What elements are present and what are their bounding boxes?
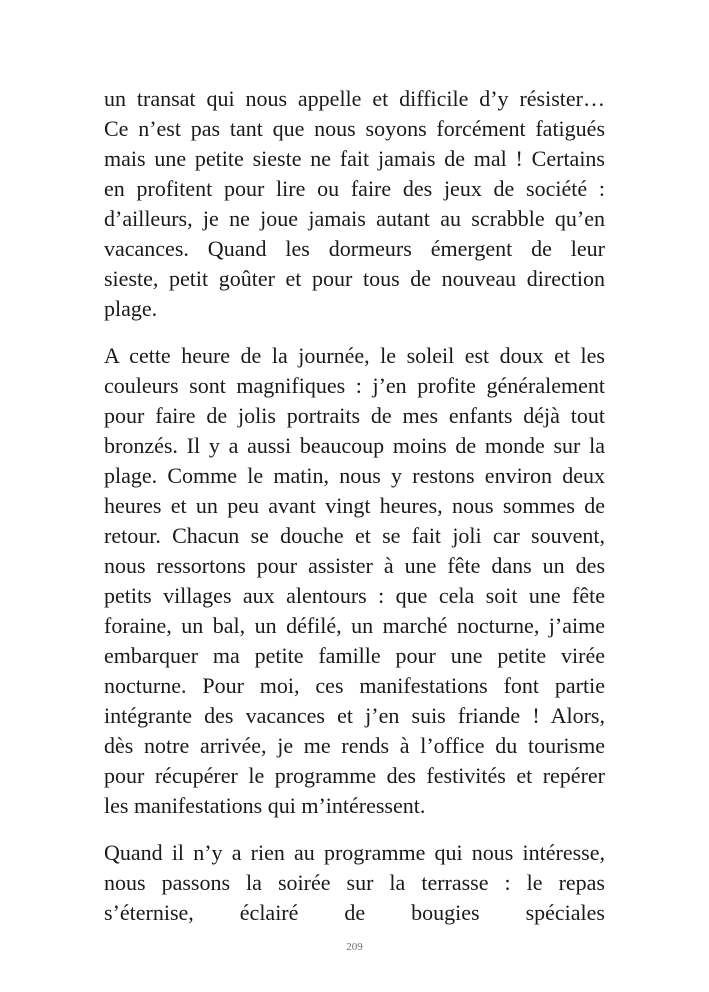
text-line: bronzés. Il y a aussi beaucoup moins de monde sur la [104, 433, 605, 458]
page-number: 209 [346, 941, 363, 953]
text-line: mais une petite sieste ne fait jamais de mal ! Certains [104, 146, 605, 171]
text-line: couleurs sont magnifiques : j’en profite généralement [104, 373, 605, 398]
text-line: plage. Comme le matin, nous y restons environ deux [104, 463, 605, 488]
text-line: heures et un peu avant vingt heures, nous sommes de [104, 493, 605, 518]
text-line: A cette heure de la journée, le soleil est doux et les [104, 343, 605, 368]
text-line: plage. [104, 296, 158, 321]
text-line: pour récupérer le programme des festivités et repérer [104, 763, 605, 788]
text-line: s’éternise, éclairé de bougies spéciales [104, 900, 605, 925]
text-line: nous ressortons pour assister à une fête dans un des [104, 553, 605, 578]
paragraph-spacer [104, 324, 605, 341]
text-line: les manifestations qui m’intéressent. [104, 793, 426, 818]
text-line: un transat qui nous appelle et difficile d’y résister… [104, 86, 605, 111]
paragraph-3 [104, 838, 605, 928]
text-line: dès notre arrivée, je me rends à l’office du tourisme [104, 733, 605, 758]
text-line: embarquer ma petite famille pour une petite virée [104, 643, 605, 668]
text-line: nocturne. Pour moi, ces manifestations font partie [104, 673, 605, 698]
body-text [104, 84, 605, 928]
paragraph-1 [104, 84, 605, 324]
text-line: nous passons la soirée sur la terrasse : le repas [104, 870, 605, 895]
text-line: foraine, un bal, un défilé, un marché nocturne, j’aime [104, 613, 605, 638]
text-line: d’ailleurs, je ne joue jamais autant au scrabble qu’en [104, 206, 605, 231]
text-line: intégrante des vacances et j’en suis friande ! Alors, [104, 703, 605, 728]
text-line: petits villages aux alentours : que cela soit une fête [104, 583, 605, 608]
text-line: en profitent pour lire ou faire des jeux de société : [104, 176, 605, 201]
text-line: pour faire de jolis portraits de mes enfants déjà tout [104, 403, 605, 428]
paragraph-spacer [104, 821, 605, 838]
paragraph-2 [104, 341, 605, 821]
text-line: vacances. Quand les dormeurs émergent de leur [104, 236, 605, 261]
text-line: sieste, petit goûter et pour tous de nouveau direction [104, 266, 605, 291]
text-line: Quand il n’y a rien au programme qui nous intéresse, [104, 840, 605, 865]
text-line: Ce n’est pas tant que nous soyons forcément fatigués [104, 116, 605, 141]
text-line: retour. Chacun se douche et se fait joli car souvent, [104, 523, 605, 548]
